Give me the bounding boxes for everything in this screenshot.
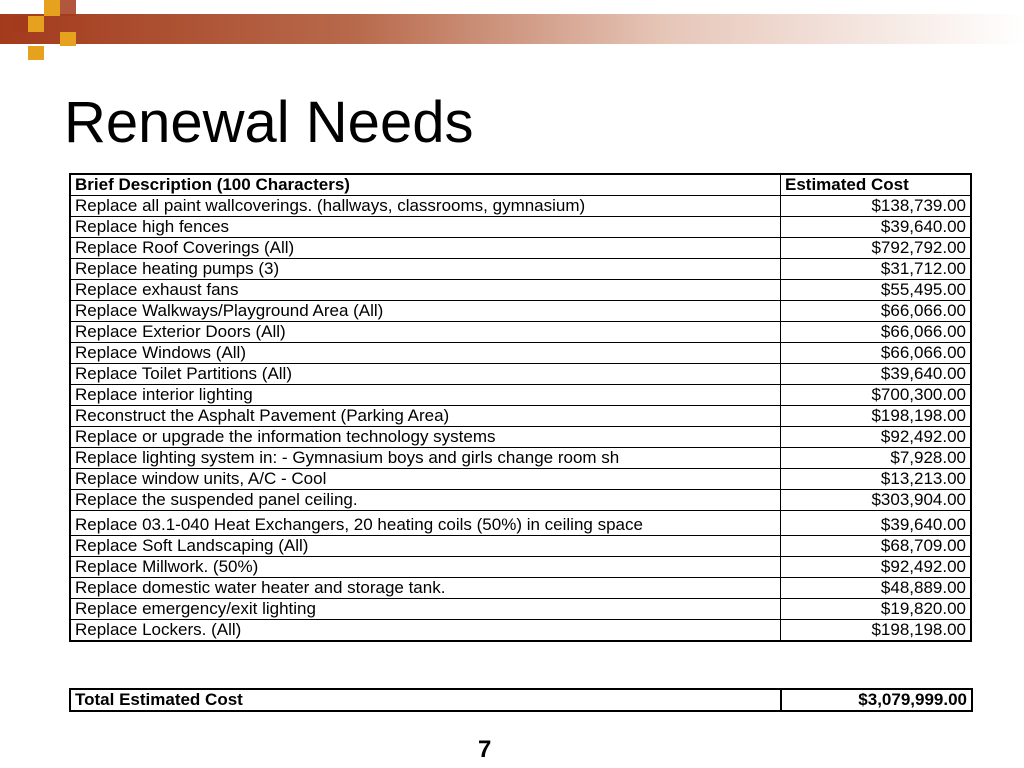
logo-square — [12, 16, 28, 32]
row-description: Replace heating pumps (3) — [70, 259, 781, 280]
row-description: Replace Walkways/Playground Area (All) — [70, 301, 781, 322]
row-cost: $66,066.00 — [781, 301, 972, 322]
row-description: Replace Lockers. (All) — [70, 620, 781, 642]
row-description: Replace high fences — [70, 217, 781, 238]
total-label: Total Estimated Cost — [70, 689, 781, 711]
table-row — [70, 511, 971, 536]
row-cost: $39,640.00 — [781, 217, 972, 238]
row-cost: $31,712.00 — [781, 259, 972, 280]
logo-square — [28, 16, 44, 32]
total-row — [70, 689, 972, 711]
row-description: Replace exhaust fans — [70, 280, 781, 301]
table-row — [70, 385, 971, 406]
row-description: Replace or upgrade the information technology systems — [70, 427, 781, 448]
row-cost: $198,198.00 — [781, 406, 972, 427]
row-cost: $7,928.00 — [781, 448, 972, 469]
slide-title: Renewal Needs — [64, 90, 474, 155]
table-row — [70, 259, 971, 280]
row-cost: $66,066.00 — [781, 343, 972, 364]
row-description: Replace domestic water heater and storage tank. — [70, 578, 781, 599]
table-row — [70, 196, 971, 217]
row-description: Reconstruct the Asphalt Pavement (Parking Area) — [70, 406, 781, 427]
row-cost: $792,792.00 — [781, 238, 972, 259]
table-row — [70, 536, 971, 557]
row-cost: $55,495.00 — [781, 280, 972, 301]
row-cost: $303,904.00 — [781, 490, 972, 511]
page-number: 7 — [478, 736, 492, 763]
row-cost: $138,739.00 — [781, 196, 972, 217]
column-header-cost: Estimated Cost — [781, 174, 972, 196]
logo-square — [28, 46, 44, 60]
row-description: Replace 03.1-040 Heat Exchangers, 20 heating coils (50%) in ceiling space — [70, 511, 781, 536]
logo-square — [60, 32, 76, 46]
row-description: Replace all paint wallcoverings. (hallways, classrooms, gymnasium) — [70, 196, 781, 217]
row-cost: $39,640.00 — [781, 511, 972, 536]
logo-square — [60, 0, 76, 16]
table-row — [70, 217, 971, 238]
table-row — [70, 578, 971, 599]
row-cost: $19,820.00 — [781, 599, 972, 620]
header-banner — [0, 14, 1024, 44]
table-row — [70, 490, 971, 511]
row-description: Replace Roof Coverings (All) — [70, 238, 781, 259]
row-description: Replace Millwork. (50%) — [70, 557, 781, 578]
column-header-description: Brief Description (100 Characters) — [70, 174, 781, 196]
table-row — [70, 322, 971, 343]
row-cost: $48,889.00 — [781, 578, 972, 599]
row-cost: $700,300.00 — [781, 385, 972, 406]
logo-square — [44, 0, 60, 16]
row-cost: $92,492.00 — [781, 427, 972, 448]
row-cost: $13,213.00 — [781, 469, 972, 490]
row-cost: $68,709.00 — [781, 536, 972, 557]
row-description: Replace window units, A/C - Cool — [70, 469, 781, 490]
row-cost: $39,640.00 — [781, 364, 972, 385]
table-row — [70, 280, 971, 301]
row-description: Replace Soft Landscaping (All) — [70, 536, 781, 557]
row-cost: $92,492.00 — [781, 557, 972, 578]
row-description: Replace lighting system in: - Gymnasium boys and girls change room sh — [70, 448, 781, 469]
table-row — [70, 406, 971, 427]
table-row — [70, 448, 971, 469]
renewal-needs-table — [69, 173, 972, 642]
table-row — [70, 427, 971, 448]
row-cost: $198,198.00 — [781, 620, 972, 642]
row-description: Replace interior lighting — [70, 385, 781, 406]
total-table — [69, 688, 973, 712]
row-cost: $66,066.00 — [781, 322, 972, 343]
table-row — [70, 599, 971, 620]
table-header-row — [70, 174, 971, 196]
table-row — [70, 469, 971, 490]
table-row — [70, 557, 971, 578]
table-row — [70, 620, 971, 642]
table-row — [70, 301, 971, 322]
table-row — [70, 238, 971, 259]
table-row — [70, 364, 971, 385]
row-description: Replace the suspended panel ceiling. — [70, 490, 781, 511]
total-value: $3,079,999.00 — [781, 689, 972, 711]
table-row — [70, 343, 971, 364]
row-description: Replace Windows (All) — [70, 343, 781, 364]
row-description: Replace Exterior Doors (All) — [70, 322, 781, 343]
row-description: Replace Toilet Partitions (All) — [70, 364, 781, 385]
row-description: Replace emergency/exit lighting — [70, 599, 781, 620]
